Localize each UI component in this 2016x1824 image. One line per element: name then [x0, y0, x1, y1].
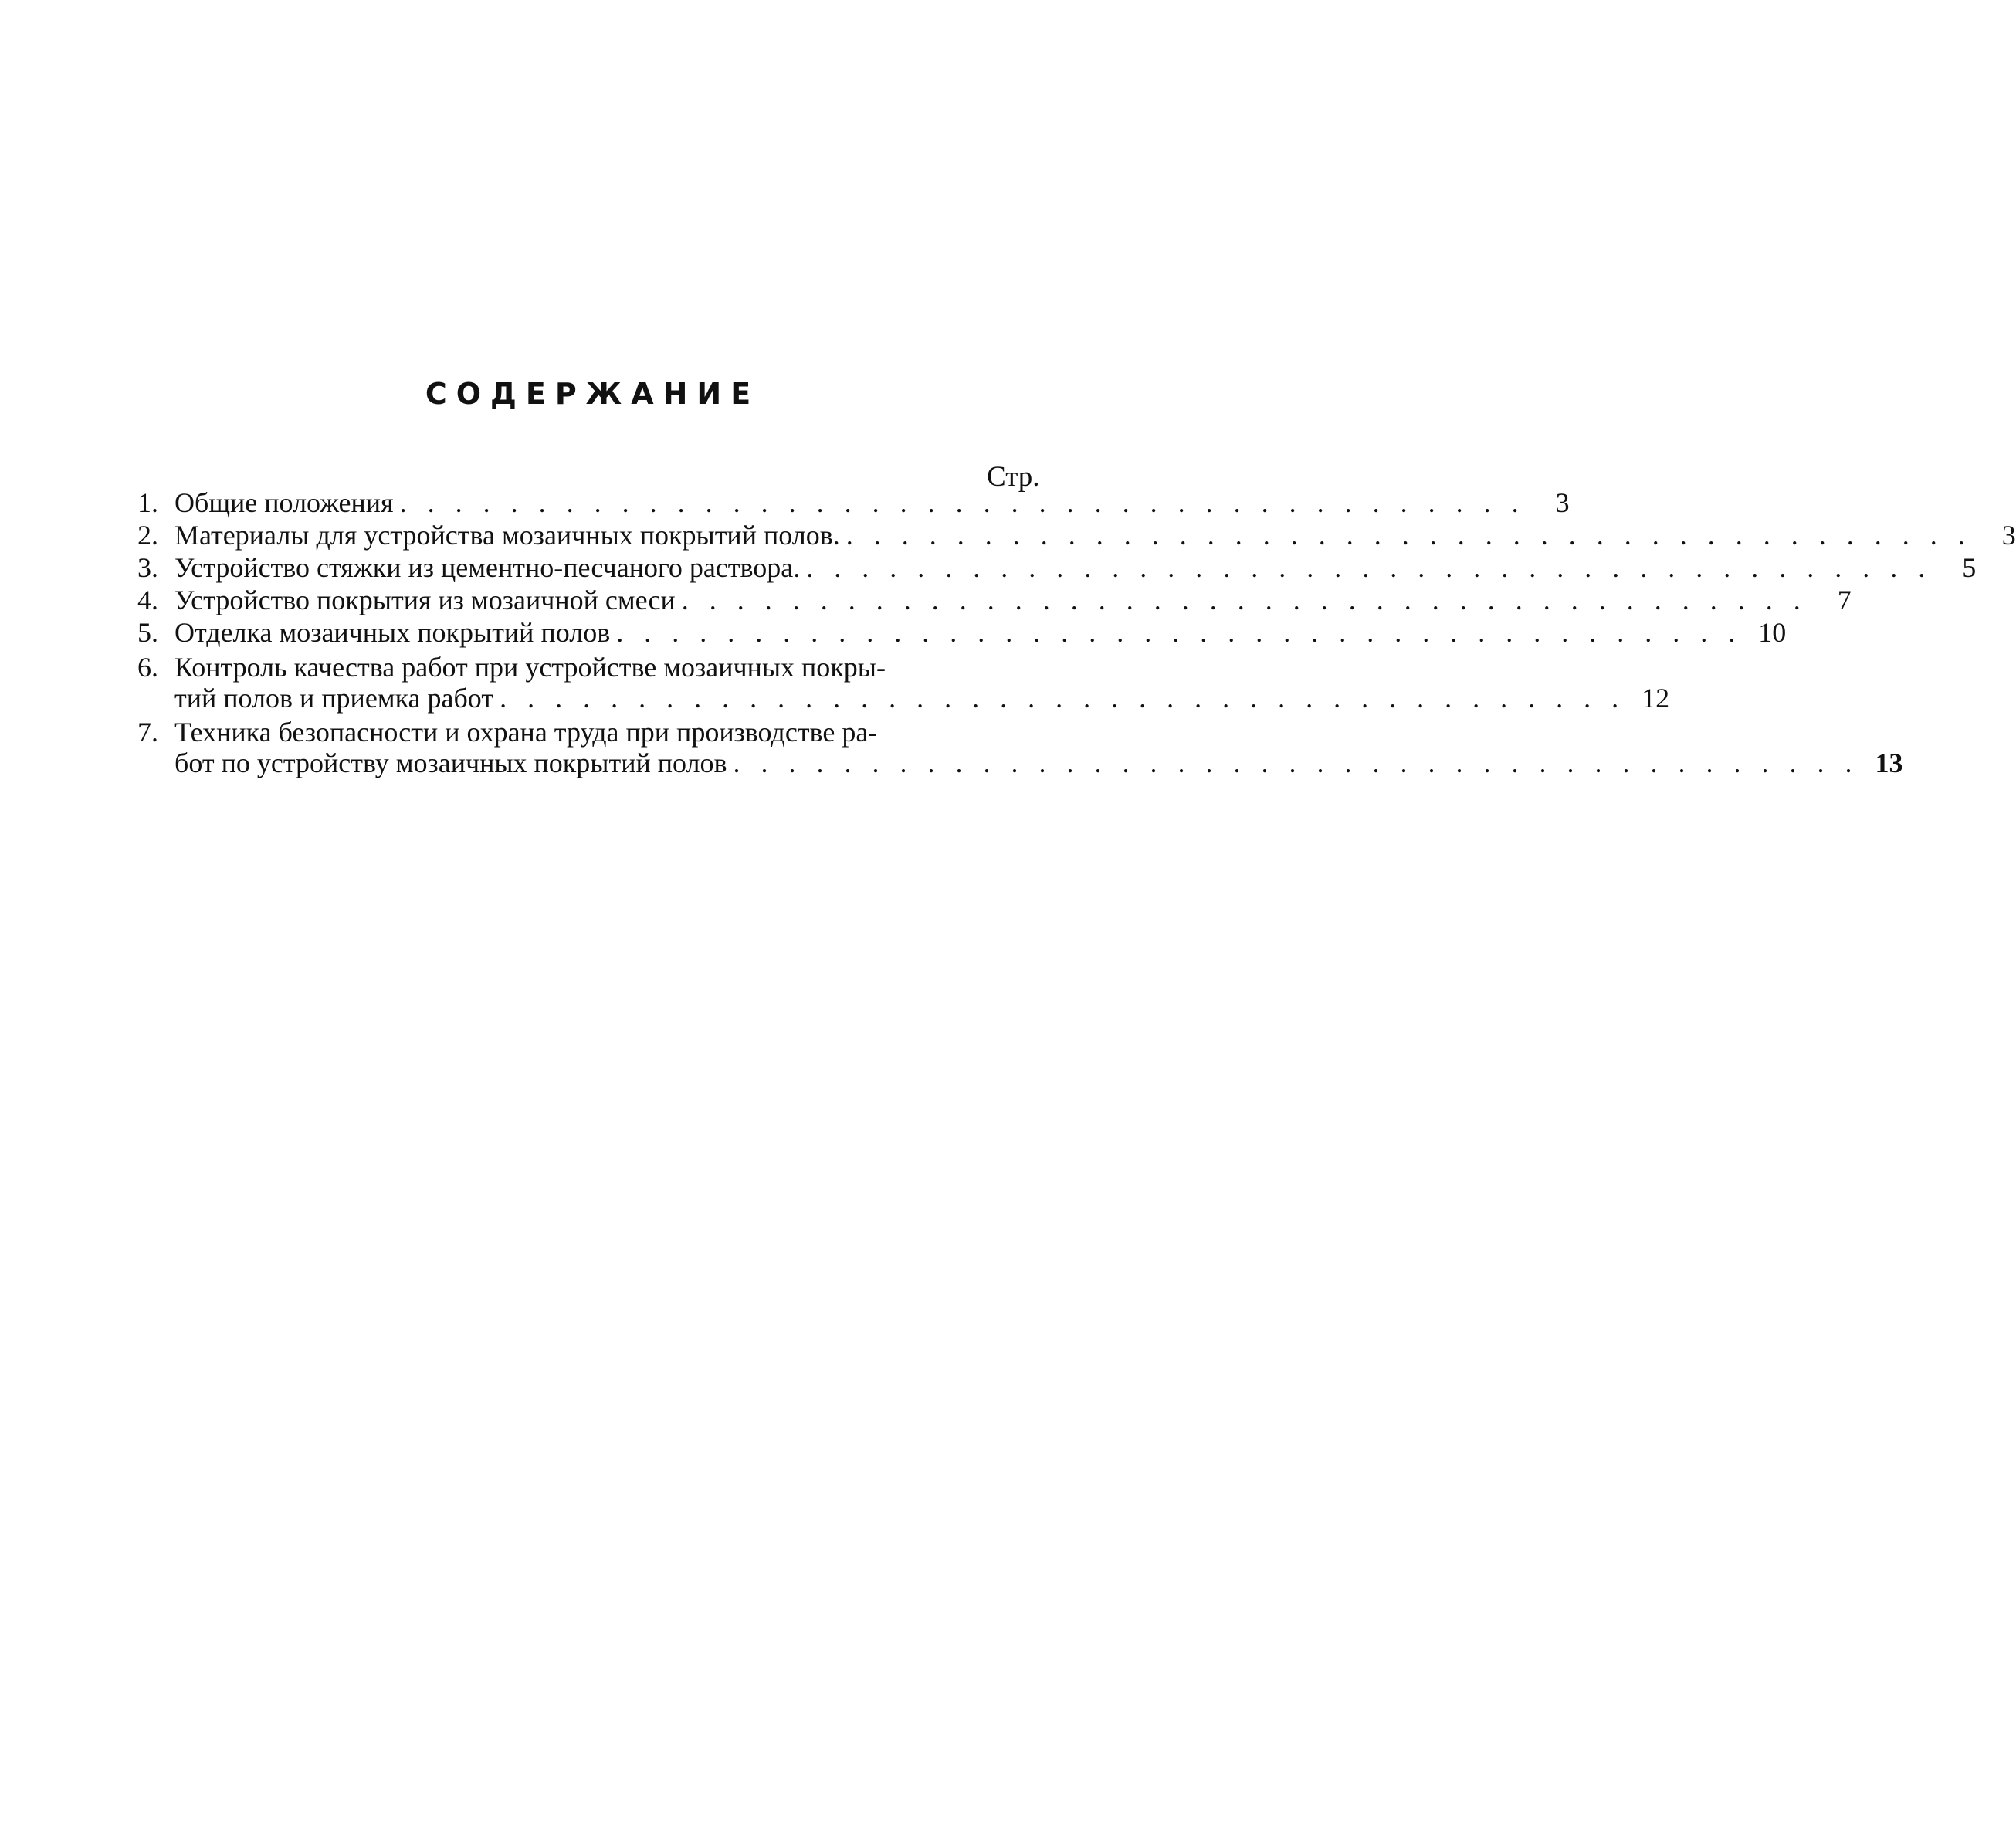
page-column-label: Стр. [987, 461, 1040, 493]
toc-entry [137, 487, 1570, 519]
toc-entry-title: Устройство покрытия из мозаичной смеси [174, 585, 676, 615]
toc-leader-dots [676, 584, 1801, 616]
toc-leader-dots [493, 683, 1618, 714]
toc-entry-number: 6. [137, 652, 158, 683]
toc-entry-page: 3 [1555, 487, 1570, 518]
toc-entry-number: 4. [137, 585, 158, 615]
toc-entry [137, 551, 1977, 584]
toc-entry-number: 3. [137, 552, 158, 583]
toc-entry-title-line: Контроль качества работ при устройстве мозаичных покры- [174, 652, 886, 683]
table-of-contents [137, 487, 2016, 778]
toc-entry-page: 5 [1962, 552, 1977, 583]
toc-entry [137, 519, 2016, 551]
toc-leader-dots [800, 551, 1925, 584]
toc-leader-dots [840, 519, 1965, 551]
page-title: СОДЕРЖАНИЕ [425, 377, 761, 411]
toc-entry-number: 1. [137, 487, 158, 518]
toc-entry [137, 616, 1787, 649]
toc-entry-page: 10 [1758, 617, 1787, 648]
toc-entry [137, 717, 1903, 778]
toc-entry-title-line: бот по устройству мозаичных покрытий полов [174, 748, 727, 778]
toc-entry [137, 584, 1852, 616]
toc-entry-page: 13 [1875, 748, 1903, 778]
toc-entry-title: Общие положения [174, 487, 394, 518]
toc-entry-title-line: тий полов и приемка работ [174, 683, 494, 714]
toc-entry-number: 2. [137, 520, 158, 551]
toc-leader-dots [394, 487, 1519, 519]
toc-entry-number: 5. [137, 617, 158, 648]
toc-entry-page: 3 [2001, 520, 2016, 551]
toc-entry-page: 7 [1837, 585, 1852, 615]
toc-entry-title: Отделка мозаичных покрытий полов [174, 617, 611, 648]
toc-entry-page: 12 [1642, 683, 1670, 714]
toc-entry-title: Материалы для устройства мозаичных покрытий полов. [174, 520, 840, 551]
toc-entry-title: Устройство стяжки из цементно-песчаного раствора. [174, 552, 801, 583]
toc-leader-dots [610, 616, 1735, 649]
toc-entry-title-line: Техника безопасности и охрана труда при производстве ра- [174, 717, 878, 748]
toc-entry-number: 7. [137, 717, 158, 748]
toc-entry [137, 652, 1670, 714]
toc-leader-dots [727, 748, 1852, 778]
